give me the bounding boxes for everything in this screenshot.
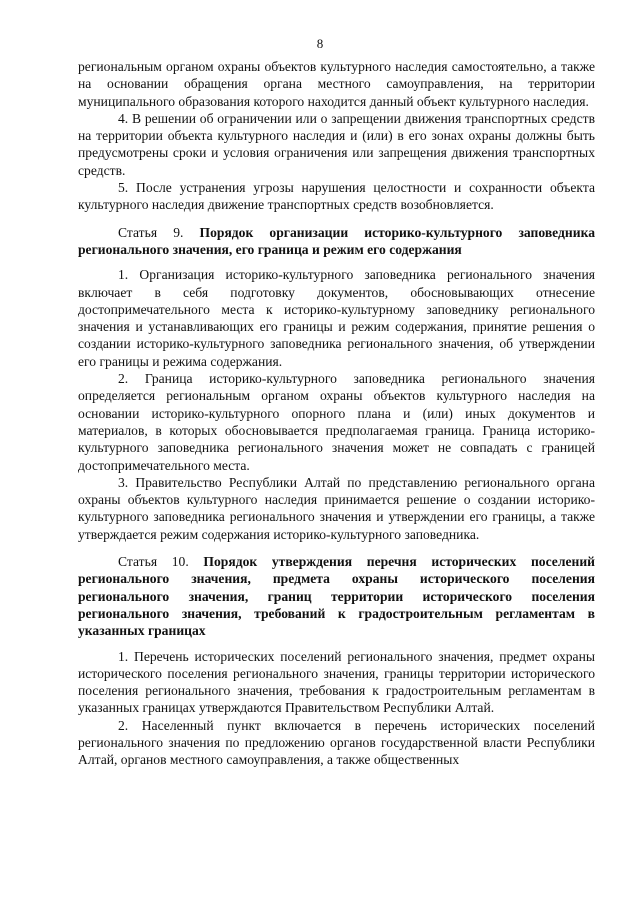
article-9-prefix: Статья 9. (118, 224, 200, 240)
article-10-heading (78, 553, 595, 639)
paragraph: 1. Организация историко-культурного заповедника регионального значения включает в себя подготовку документов, обосновывающих отнесение достопримечательного места к историко-культурному заповеднику регионального значения и устанавливающих его границы и режим содержания, принятие решения о создании историко-культурного заповедника регионального значения, об утверждении его границы и режима содержания. (78, 267, 595, 369)
article-9-title: Порядок организации историко-культурного заповедника регионального значения, его граница и режим его содержания (78, 224, 595, 257)
paragraph: 5. После устранения угрозы нарушения целостности и сохранности объекта культурного наследия движение транспортных средств возобновляется. (78, 180, 595, 213)
paragraph: 2. Населенный пункт включается в перечень исторических поселений регионального значения по предложению органов государственной власти Республики Алтай, органов местного самоуправления, а также общественных (78, 717, 595, 768)
paragraph: 1. Перечень исторических поселений регионального значения, предмет охраны исторического поселения регионального значения, границы территории исторического поселения регионального значения, требования к градостроительным регламентам в указанных границах утверждаются Правительством Республики Алтай. (78, 648, 595, 716)
page-number: 8 (316, 36, 324, 51)
paragraph: региональным органом охраны объектов культурного наследия самостоятельно, а также на основании обращения органа местного самоуправления, на территории муниципального образования которого находится данный объект культурного наследия. (78, 59, 595, 109)
paragraph: 4. В решении об ограничении или о запрещении движения транспортных средств на территории объекта культурного наследия и (или) в его зонах охраны должны быть предусмотрены сроки и условия ограничения или запрещения движения транспортных средств. (78, 110, 595, 178)
paragraph: 3. Правительство Республики Алтай по представлению регионального органа охраны объектов культурного наследия принимается решение о создании историко-культурного заповедника регионального значения и утверждении его границы, а также утверждается режим содержания историко-культурного заповедника. (78, 474, 595, 542)
document-body (78, 58, 595, 769)
paragraph: 2. Граница историко-культурного заповедника регионального значения определяется региональным органом охраны объектов культурного наследия на основании историко-культурного опорного плана и (или) иных документов и материалов, в которых обосновывается предполагаемая граница. Граница историко-культурного заповедника регионального значения может не совпадать с границей достопримечательного места. (78, 371, 595, 473)
article-10-title: Порядок утверждения перечня исторических поселений регионального значения, предмета охраны исторического поселения регионального значения, границ территории исторического поселения регионального значения, требований к градостроительным регламентам в указанных границах (78, 554, 595, 639)
article-10-prefix: Статья 10. (118, 554, 204, 570)
article-9-heading (78, 224, 595, 259)
